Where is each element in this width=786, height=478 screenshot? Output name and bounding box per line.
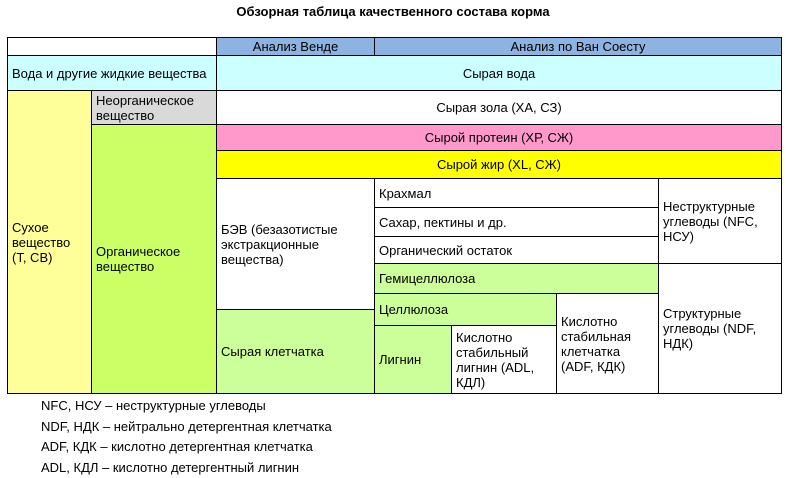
nfe-cell: БЭВ (безазотистые экстракционные вещества) <box>216 178 375 310</box>
lignin-cell: Лигнин <box>374 325 452 394</box>
protein-cell: Сырой протеин (ХР, СЖ) <box>216 124 782 151</box>
starch-cell: Крахмал <box>374 178 659 208</box>
note-ndf: NDF, НДК – нейтрально детергентная клетчатка <box>41 417 332 438</box>
sugar-cell: Сахар, пектины и др. <box>374 207 659 237</box>
inorganic-cell: Неорганическое вещество <box>91 90 217 125</box>
cellulose-cell: Целлюлоза <box>374 293 557 326</box>
fat-cell: Сырой жир (XL, СЖ) <box>216 150 782 179</box>
page-title: Обзорная таблица качественного состава корма <box>0 4 786 19</box>
note-nfc: NFC, НСУ – неструктурные углеводы <box>41 396 332 417</box>
legend-notes <box>41 396 332 478</box>
nfc-cell: Неструктурные углеводы (NFC, НСУ) <box>658 178 782 264</box>
header-van-soest: Анализ по Ван Соесту <box>374 37 782 56</box>
hemicellulose-cell: Гемицеллюлоза <box>374 263 659 294</box>
dry-matter-cell: Сухое вещество (Т, СВ) <box>7 90 92 394</box>
water-label-cell: Вода и другие жидкие вещества <box>7 55 217 91</box>
organic-cell: Органическое вещество <box>91 124 217 394</box>
organic-residue-cell: Органический остаток <box>374 236 659 264</box>
adf-cell: Кислотно стабильная клетчатка (ADF, КДК) <box>556 293 659 394</box>
crude-fiber-cell: Сырая клетчатка <box>216 309 375 394</box>
note-adf: ADF, КДК – кислотно детергентная клетчатка <box>41 437 332 458</box>
note-adl: ADL, КДЛ – кислотно детергентный лигнин <box>41 458 332 478</box>
header-empty-cell <box>7 37 217 56</box>
adl-cell: Кислотно стабильный лигнин (ADL, КДЛ) <box>451 325 557 394</box>
ash-cell: Сырая зола (ХА, СЗ) <box>216 90 782 125</box>
ndf-cell: Структурные углеводы (NDF, НДК) <box>658 263 782 394</box>
header-wende: Анализ Венде <box>216 37 375 56</box>
raw-water-cell: Сырая вода <box>216 55 782 91</box>
